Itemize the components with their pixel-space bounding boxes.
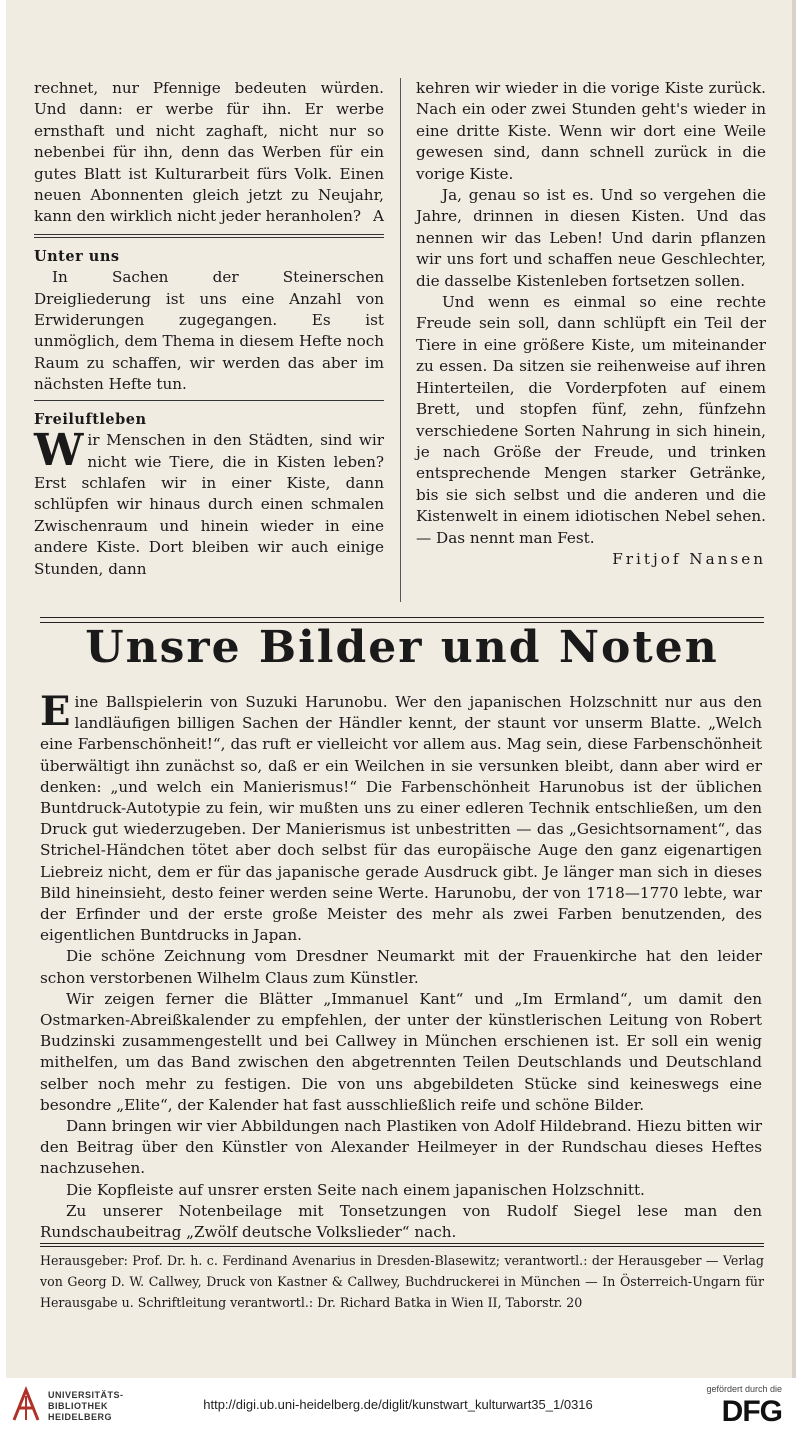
article-paragraph-5: Die Kopfleiste auf unsrer ersten Seite nach einem japanischen Holzschnitt. [66, 1180, 645, 1199]
page-edge [792, 0, 796, 1378]
intro-signature: A [373, 207, 384, 226]
right-paragraph-1: kehren wir wieder in die vorige Kiste zurück. Nach ein oder zwei Stunden geht's wieder in eine dritte Kiste. Wenn wir dort eine Weile gewesen sind, dann schnell zurück in die vorige Kiste. [416, 79, 766, 183]
article-paragraph-2: Die schöne Zeichnung vom Dresdner Neumarkt mit der Frauenkirche hat den leider schon verstorbenen Wilhelm Claus zum Künstler. [40, 947, 762, 987]
divider [40, 1246, 764, 1247]
article-paragraph-4: Dann bringen wir vier Abbildungen nach Plastiken von Adolf Hildebrand. Hiezu bitten wir den Beitrag über den Künstler von Alexander Heilmeyer in der Rundschau dieses Heftes nachzusehen. [40, 1117, 762, 1178]
funding-note: gefördert durch die [706, 1384, 782, 1394]
section-heading-freiluftleben: Freiluftleben [34, 410, 147, 428]
article-body [40, 688, 762, 1243]
article-p1-text: ine Ballspielerin von Suzuki Harunobu. Wer den japanischen Holzschnitt nur aus den landläufigen billigen Sachen der Händler kennt, der staunt vor unserm Blatte. „Welch eine Farbenschönheit!“, das ruft er vielleicht vor allem aus. Mag sein, diese Farbenschönheit überwältigt ihn zunächst so, daß er ein Weilchen in sie versunken bleibt, dann aber wird er denken: „und welch ein Manierismus!“ Die Farbenschönheit Harunobus ist der üblichen Buntdruck-Autotypie zu fein, wir mußten uns zu einer edleren Technik entschließen, um den Druck gut wiederzugeben. Der Manierismus ist unbestritten — das „Gesichtsornament“, das Strichel-Händchen tötet aber doch selbst für das europäische Auge den ganz eigenartigen Liebreiz nicht, dem er für das japanische gerade Ausdruck gibt. Je länger man sich in dieses Bild hineinsieht, desto feiner werden seine Werte. Harunobu, der von 1718—1770 lebte, war der Erfinder und der erste große Meister des mehr als zwei Farben benutzenden, des eigentlichen Buntdrucks in Japan. [40, 693, 762, 945]
logo-line: BIBLIOTHEK [48, 1401, 108, 1411]
freiluftleben-text [34, 425, 384, 580]
right-paragraph-3: Und wenn es einmal so eine rechte Freude sein soll, dann schlüpft ein Teil der Tiere in eine größere Kiste, um miteinander zu essen. Da sitzen sie reihenweise auf ihren Hinterteilen, die Vorderpfoten auf einem Brett, und stopfen fünf, zehn, fünfzehn verschiedene Sorten Nahrung in sich hinein, je nach Größe der Freude, und trinken entsprechende Mengen starker Getränke, bis sie sich selbst und die anderen und die Kistenwelt in einem idiotischen Nebel sehen. — Das nennt man Fest. [416, 293, 766, 547]
intro-text: rechnet, nur Pfennige bedeuten würden. Und dann: er werbe für ihn. Er werbe ernsthaft und nicht zaghaft, nicht nur so nebenbei für ihn, denn das Werben für ein gutes Blatt ist Kulturarbeit fürs Volk. Einen neuen Abonnenten gleich jetzt zu Neujahr, kann den wirklich nicht jeder heranholen? [34, 79, 384, 226]
drop-cap: E [40, 688, 71, 735]
intro-paragraph [34, 78, 384, 228]
article-paragraph-6: Zu unserer Notenbeilage mit Tonsetzungen von Rudolf Siegel lese man den Rundschaubeitrag „Zwölf deutsche Volkslieder“ nach. [40, 1201, 762, 1242]
article-paragraph-3: Wir zeigen ferner die Blätter „Immanuel Kant“ und „Im Ermland“, um damit den Ostmarken-Abreißkalender zu empfehlen, der unter der künstlerischen Leitung von Robert Budzinski zusammengestellt und bei Callwey in München erschienen ist. Er soll ein wenig mithelfen, um das Band zwischen den abgetrennten Teilen Deutschlands und Deutschland selber noch mehr zu festigen. Die von uns abgebildeten Stücke sind keineswegs eine besondre „Elite“, der Kalender hat fast ausschließlich reife und schöne Bilder. [40, 989, 762, 1114]
logo-line: HEIDELBERG [48, 1412, 113, 1422]
divider [40, 617, 764, 618]
section-heading-unter-uns: Unter uns [34, 247, 120, 265]
nansen-signature: Fritjof Nansen [612, 549, 766, 568]
dfg-logo: DFG [721, 1395, 782, 1428]
section-title: Unsre Bilder und Noten [85, 622, 719, 673]
divider [34, 234, 384, 235]
article-paragraph-1 [40, 688, 762, 946]
source-url-link[interactable]: http://digi.ub.uni-heidelberg.de/diglit/kunstwart_kulturwart35_1/0316 [203, 1397, 593, 1412]
divider [34, 400, 384, 401]
logo-line: UNIVERSITÄTS- [48, 1390, 124, 1400]
divider [34, 237, 384, 238]
imprint: Herausgeber: Prof. Dr. h. c. Ferdinand Avenarius in Dresden-Blasewitz; verantwortl.: der Herausgeber — Verlag von Georg D. W. Callwey, Druck von Kastner & Callwey, Buchdruckerei in München — In Österreich-Ungarn für Herausgabe u. Schriftleitung verantwortl.: Dr. Richard Batka in Wien II, Taborstr. 20 [40, 1253, 764, 1310]
divider [40, 1243, 764, 1244]
column-divider [400, 78, 401, 602]
footer-bar [0, 1378, 796, 1434]
unter-uns-text: In Sachen der Steinerschen Dreigliederung ist uns eine Anzahl von Erwiderungen zugegangen. Es ist unmöglich, dem Thema in diesem Hefte noch Raum zu schaffen, wir werden das aber im nächsten Hefte tun. [34, 268, 384, 394]
right-paragraph-2: Ja, genau so ist es. Und so vergehen die Jahre, drinnen in diesen Kisten. Und das nennen wir das Leben! Und darin pflanzen wir uns fort und schaffen neue Geschlechter, die dasselbe Kistenleben fortsetzen sollen. [416, 186, 766, 290]
right-column [416, 78, 766, 570]
freiluftleben-body: ir Menschen in den Städten, sind wir nicht wie Tiere, die in Kisten leben? Erst schlafen wir in einer Kiste, dann schlüpfen wir hinaus durch einen schmalen Zwischenraum und hinein wieder in eine andere Kiste. Dort bleiben wir auch einige Stunden, dann [34, 431, 384, 578]
drop-cap: W [34, 425, 84, 477]
left-column [34, 78, 384, 580]
